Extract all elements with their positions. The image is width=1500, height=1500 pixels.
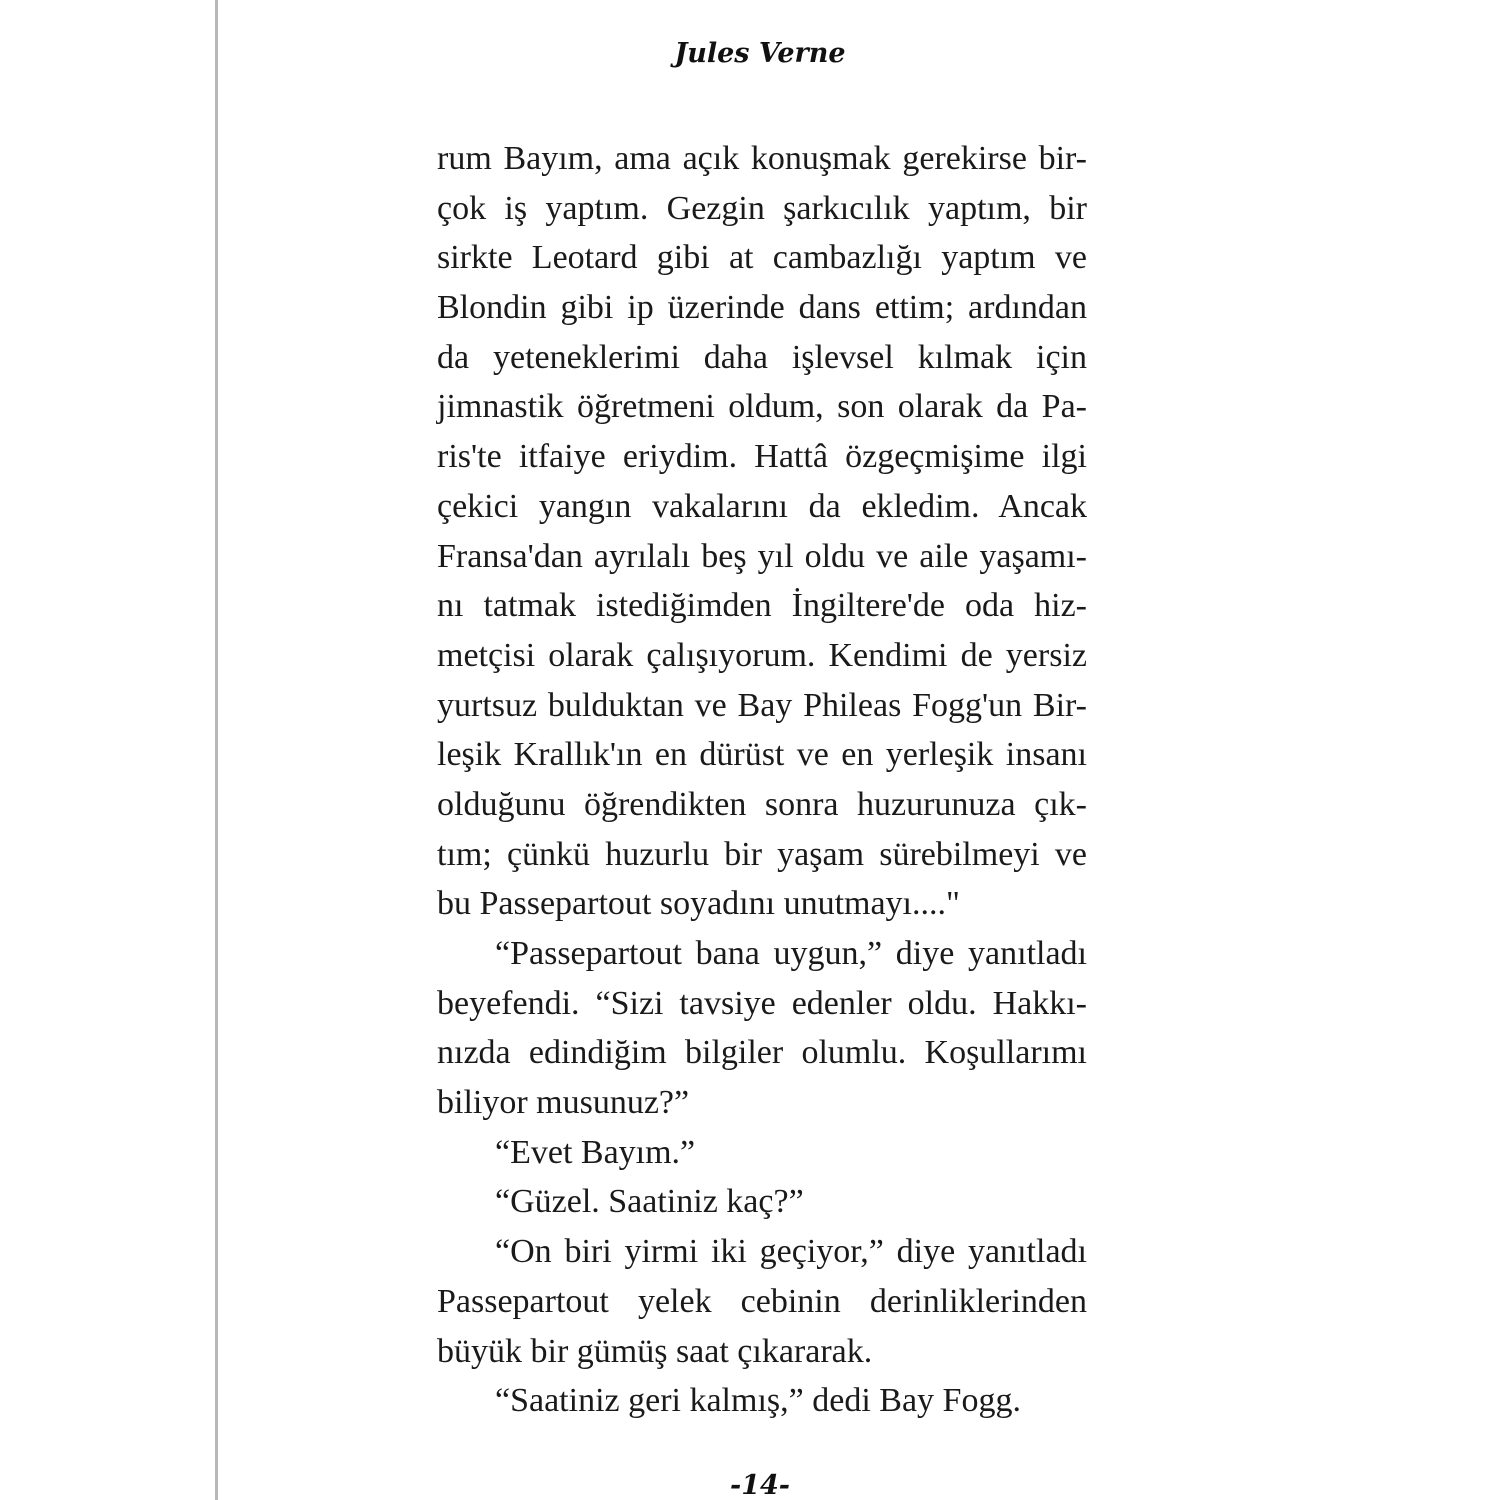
text-line: ris'te itfaiye eriydim. Hattâ özgeçmişime ilgi xyxy=(437,438,1087,476)
text-line: leşik Krallık'ın en dürüst ve en yerleşik insanı xyxy=(437,736,1087,774)
text-line: yurtsuz bulduktan ve Bay Phileas Fogg'un Bir- xyxy=(437,686,1087,724)
text-line: beyefendi. “Sizi tavsiye edenler oldu. Hakkı- xyxy=(437,984,1087,1022)
text-line: tım; çünkü huzurlu bir yaşam sürebilmeyi ve xyxy=(437,835,1087,873)
text-line: nı tatmak istediğimden İngiltere'de oda hiz- xyxy=(437,587,1087,625)
text-line: bu Passepartout soyadını unutmayı...." xyxy=(437,885,960,923)
text-line: biliyor musunuz?” xyxy=(437,1084,690,1122)
text-line: rum Bayım, ama açık konuşmak gerekirse bir- xyxy=(437,140,1087,177)
text-line: nızda edindiğim bilgiler olumlu. Koşullarımı xyxy=(437,1034,1087,1072)
text-line: çok iş yaptım. Gezgin şarkıcılık yaptım, bir xyxy=(437,189,1087,227)
text-line: jimnastik öğretmeni oldum, son olarak da Pa- xyxy=(437,388,1087,426)
text-line: “Passepartout bana uygun,” diye yanıtladı xyxy=(495,935,1087,972)
text-line: çekici yangın vakalarını da ekledim. Ancak xyxy=(437,487,1087,525)
text-line: metçisi olarak çalışıyorum. Kendimi de yersiz xyxy=(437,636,1087,674)
text-line: sirkte Leotard gibi at cambazlığı yaptım ve xyxy=(437,239,1087,277)
page-number: -14- xyxy=(730,1470,790,1500)
text-line: “Güzel. Saatiniz kaç?” xyxy=(495,1183,804,1221)
text-line: “Evet Bayım.” xyxy=(495,1133,696,1171)
text-line: “Saatiniz geri kalmış,” dedi Bay Fogg. xyxy=(495,1382,1021,1420)
text-line: da yeteneklerimi daha işlevsel kılmak için xyxy=(437,338,1087,376)
text-line: Blondin gibi ip üzerinde dans ettim; ardından xyxy=(437,289,1087,327)
body-text xyxy=(437,134,1087,1426)
text-line: olduğunu öğrendikten sonra huzurunuza çık- xyxy=(437,785,1087,823)
running-head: Jules Verne xyxy=(674,38,846,69)
text-line: büyük bir gümüş saat çıkararak. xyxy=(437,1332,873,1370)
text-line: Fransa'dan ayrılalı beş yıl oldu ve aile yaşamı- xyxy=(437,537,1087,575)
text-line: “On biri yirmi iki geçiyor,” diye yanıtladı xyxy=(495,1233,1087,1271)
text-line: Passepartout yelek cebinin derinliklerinden xyxy=(437,1282,1087,1320)
page-gutter-line xyxy=(215,0,218,1500)
